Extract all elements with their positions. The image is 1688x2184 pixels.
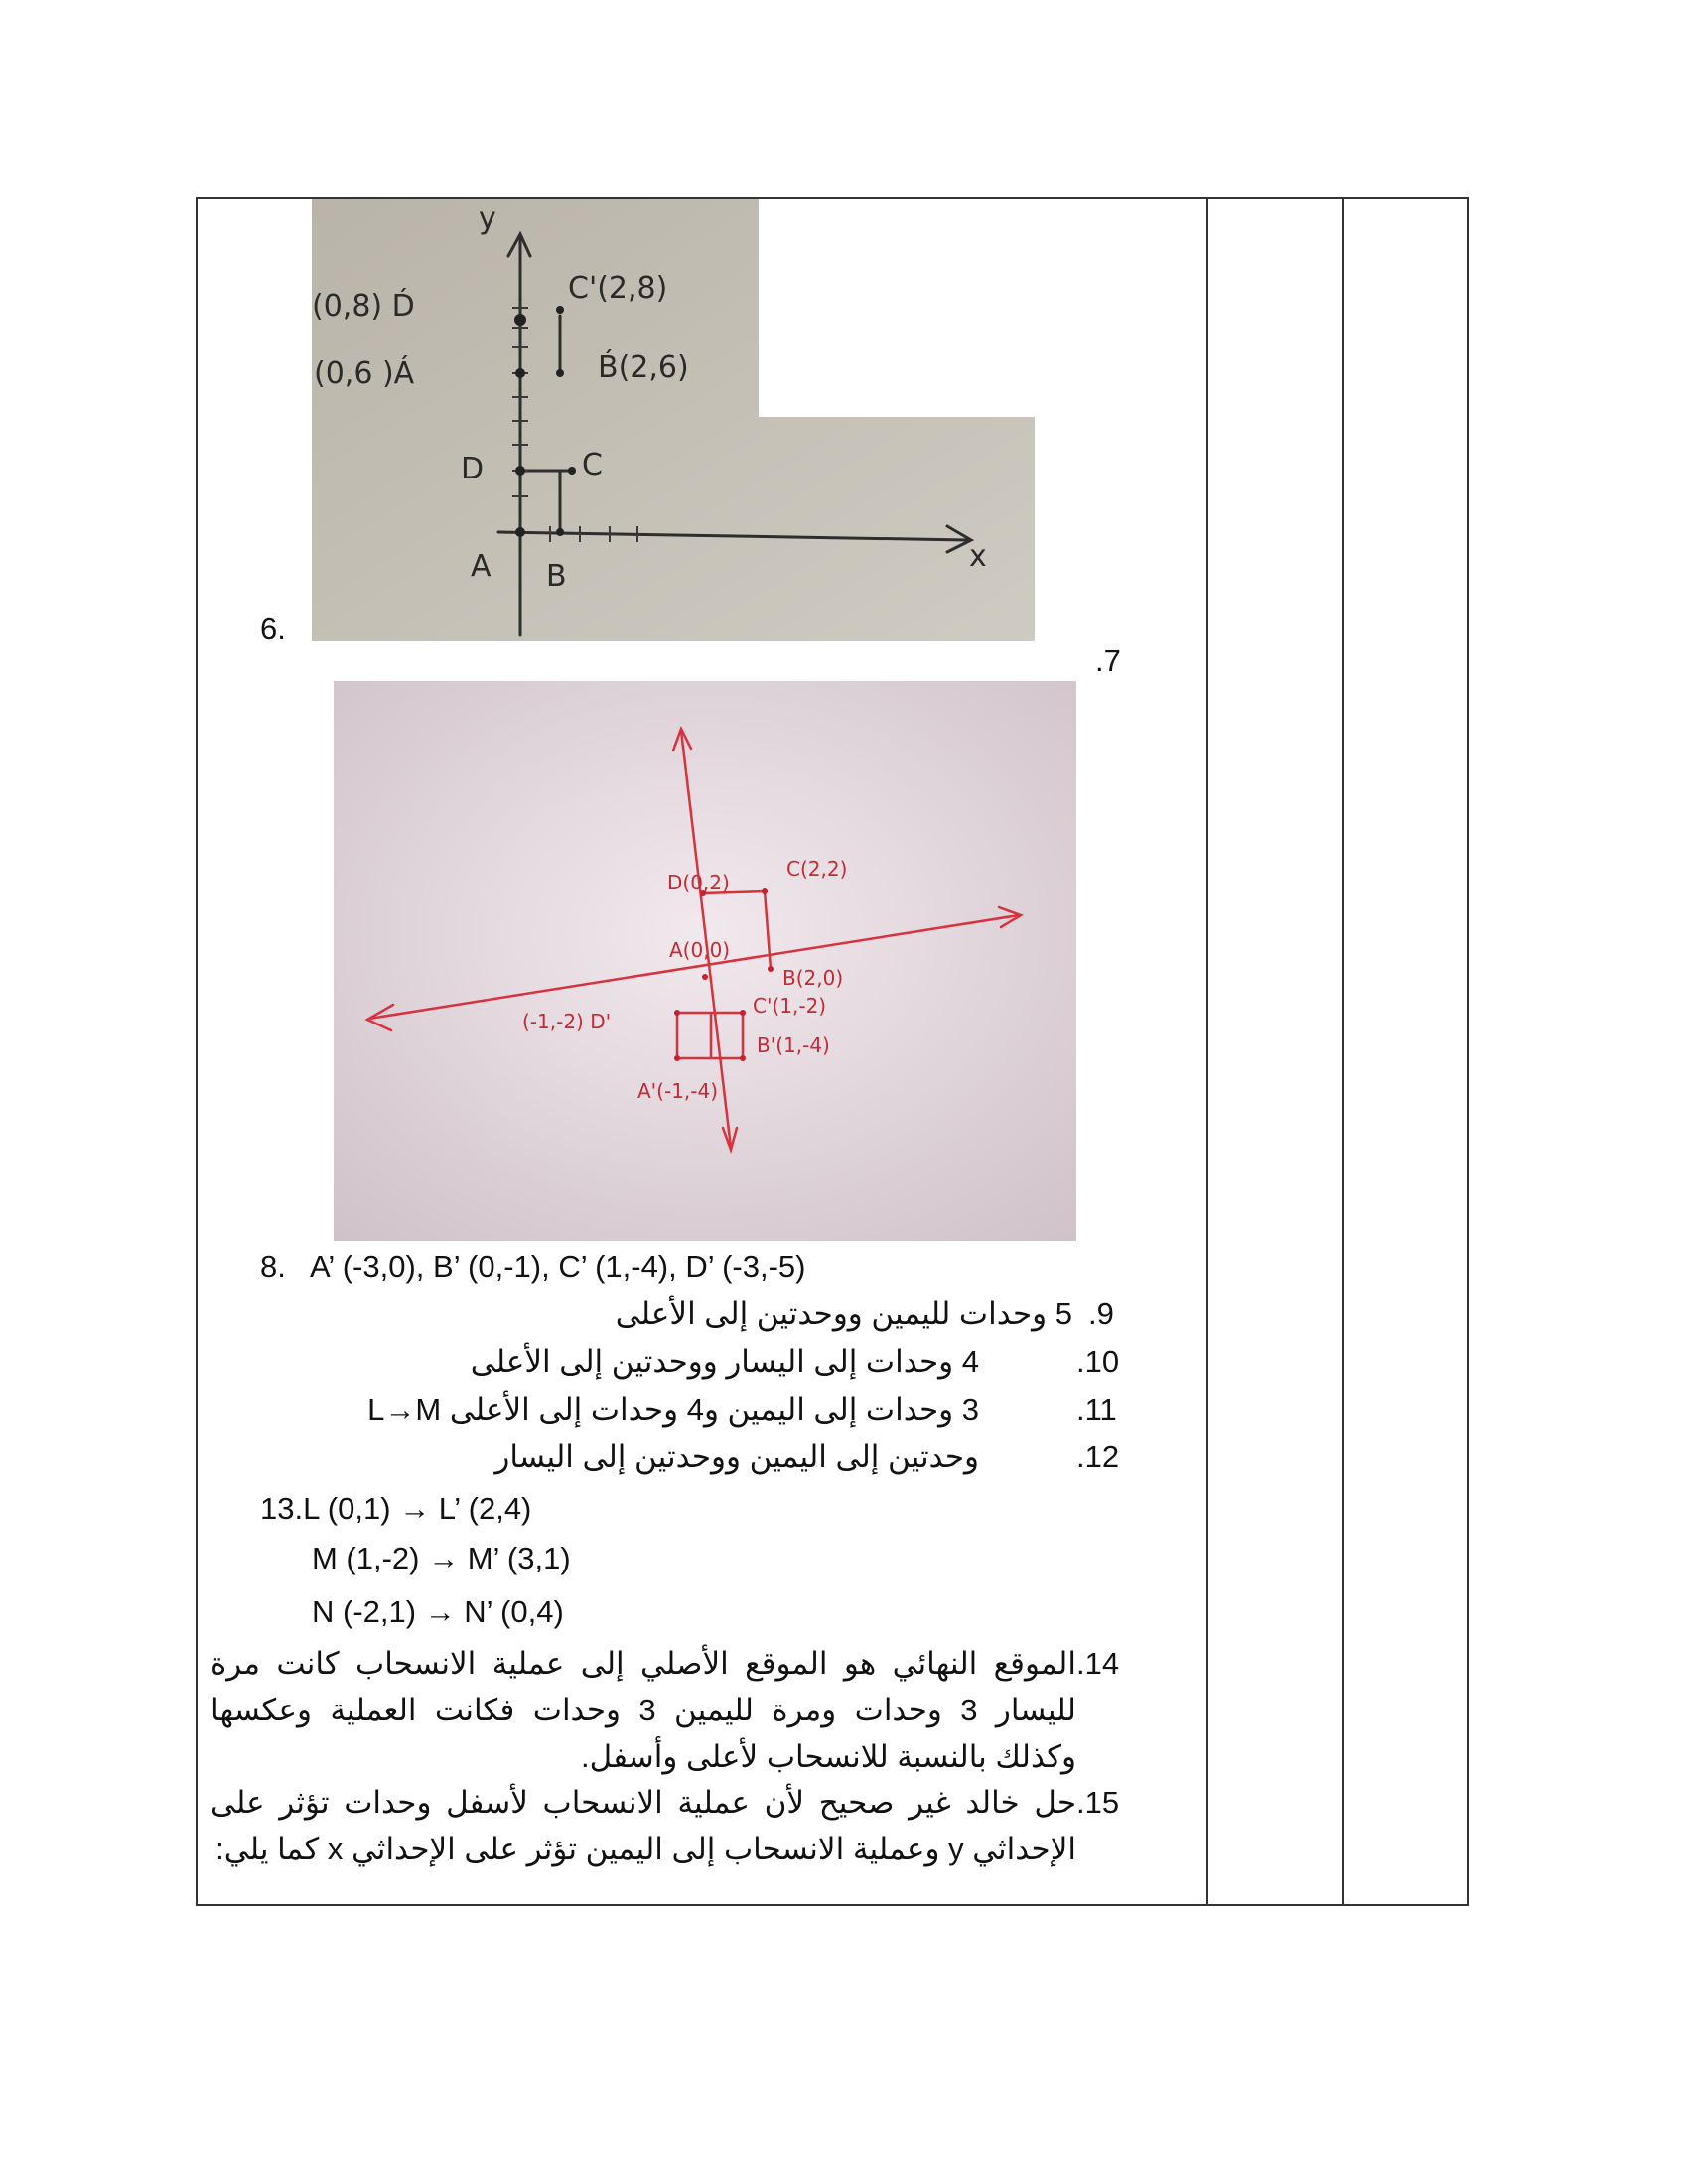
- item-number-8: 8.: [260, 1249, 286, 1284]
- label-c-prime-red: C'(1,-2): [753, 994, 827, 1018]
- label-b: B: [546, 559, 567, 594]
- answer-13-line-3: N (-2,1) → N’ (0,4): [312, 1594, 564, 1629]
- column-divider-1: [1206, 199, 1208, 1904]
- label-d: D: [461, 452, 485, 486]
- graph-sketch-2: [334, 681, 1076, 1241]
- answer-15: حل خالد غير صحيح لأن عملية الانسحاب لأسفل وحدات تؤثر على الإحداثي y وعملية الانسحاب إلى اليمين تؤثر على الإحداثي x كما يلي:: [211, 1785, 1076, 1866]
- handwritten-graph-photo-1: [312, 199, 1035, 641]
- point-b: [556, 528, 564, 536]
- label-a-red: A(0,0): [669, 938, 731, 962]
- point-a-prime: [515, 368, 525, 378]
- label-d-prime: (0,8) D́: [312, 289, 415, 324]
- answer-14: الموقع النهائي هو الموقع الأصلي إلى عملية الانسحاب كانت مرة لليسار 3 وحدات ومرة لليمين 3 وحدات فكانت العملية وعكسها وكذلك بالنسبة للانسحاب لأعلى وأسفل.: [211, 1646, 1076, 1774]
- label-b-red: B(2,0): [782, 966, 844, 990]
- column-divider-2: [1342, 199, 1344, 1904]
- answer-11: 3 وحدات إلى اليمين و4 وحدات إلى الأعلى L→M: [367, 1392, 979, 1427]
- label-a-prime-red: A'(-1,-4): [637, 1079, 719, 1103]
- item-number-14: .14: [1076, 1646, 1120, 1681]
- answer-13-line-1: 13.L (0,1) → L’ (2,4): [260, 1491, 532, 1526]
- point-d: [515, 466, 525, 476]
- point-a: [515, 527, 525, 537]
- handwritten-graph-photo-2: [334, 681, 1076, 1241]
- item-number-10: .10: [1076, 1344, 1120, 1379]
- label-y: y: [479, 202, 496, 236]
- item-number-12: .12: [1076, 1439, 1120, 1474]
- item-number-15: .15: [1076, 1785, 1120, 1820]
- item-number-9: .9: [1088, 1297, 1114, 1331]
- label-x: x: [969, 539, 987, 574]
- item-number-6: 6.: [260, 612, 286, 646]
- point-b-prime: [556, 369, 564, 377]
- graph-sketch-1: [312, 199, 1035, 641]
- point-c-prime: [556, 306, 564, 314]
- label-c: C: [582, 448, 603, 482]
- label-a: A: [471, 549, 492, 584]
- answer-8: A’ (-3,0), B’ (0,-1), C’ (1,-4), D’ (-3,-5): [310, 1249, 806, 1284]
- label-c-prime: C'(2,8): [568, 271, 668, 306]
- label-b-prime-red: B'(1,-4): [757, 1033, 830, 1057]
- item-number-7: .7: [1095, 643, 1121, 678]
- label-d-red: D(0,2): [667, 871, 730, 894]
- answer-13-line-2: M (1,-2) → M’ (3,1): [312, 1541, 571, 1575]
- label-a-prime: (0,6 )Á: [314, 356, 415, 391]
- answer-9: 5 وحدات لليمين ووحدتين إلى الأعلى: [615, 1297, 1072, 1331]
- label-b-prime: B́(2,6): [598, 350, 689, 385]
- point-d-prime: [514, 314, 526, 326]
- answer-12: وحدتين إلى اليمين ووحدتين إلى اليسار: [494, 1439, 979, 1474]
- point-c: [568, 467, 576, 475]
- paper-background: [312, 199, 1035, 641]
- item-number-11: .11: [1076, 1392, 1117, 1427]
- label-c-red: C(2,2): [786, 857, 848, 881]
- answer-10: 4 وحدات إلى اليسار ووحدتين إلى الأعلى: [470, 1344, 979, 1379]
- label-d-prime-red: (-1,-2) D': [522, 1010, 612, 1033]
